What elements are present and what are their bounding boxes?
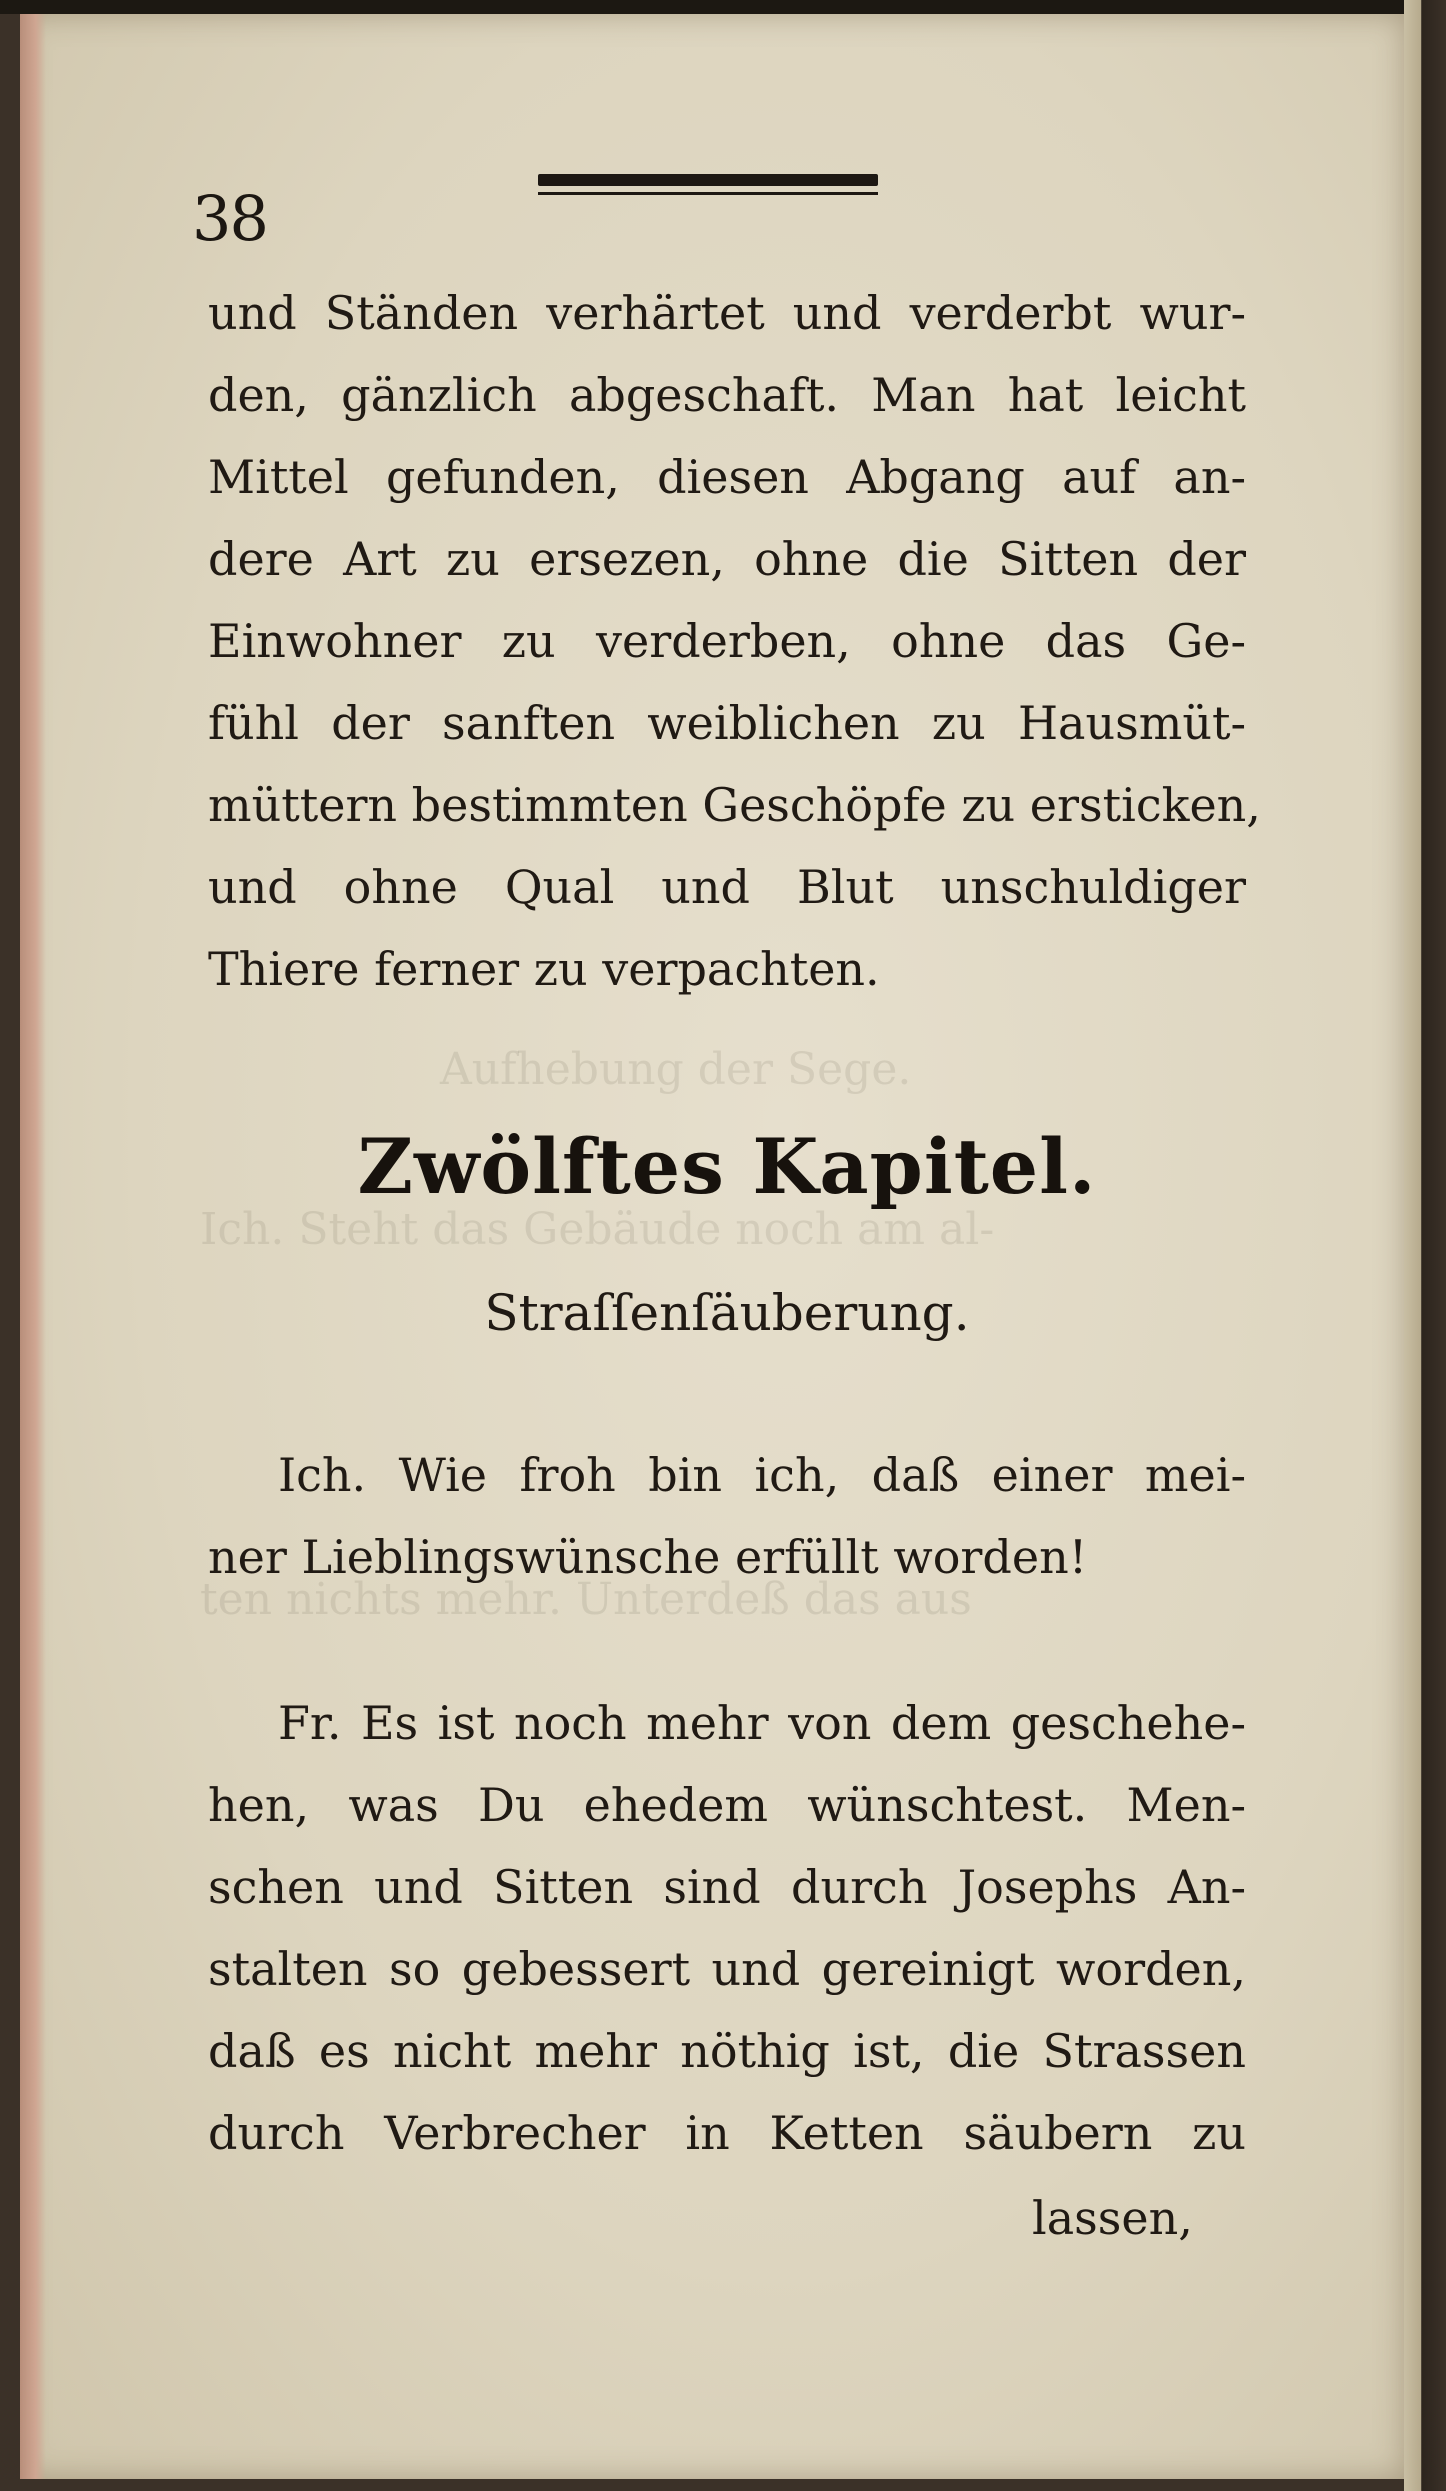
text-line: Fr. Es ist noch mehr von dem geschehe- <box>278 1696 1246 1750</box>
next-page-edge <box>1404 0 1446 2491</box>
paragraph-fr-cont <box>208 1764 1246 2174</box>
text-line: Ich. Wie froh bin ich, daß einer mei- <box>278 1448 1246 1502</box>
catchword: lassen, <box>1032 2191 1193 2245</box>
scan-top-edge <box>0 0 1446 14</box>
text-line: den, gänzlich abgeschaft. Man hat leicht <box>208 368 1246 422</box>
bleed-through-text: Aufhebung der Sege. <box>440 1044 912 1095</box>
text-line: hen, was Du ehedem wünschtest. Men- <box>208 1778 1246 1832</box>
header-rule-thick <box>538 174 878 186</box>
text-line: fühl der sanften weiblichen zu Hausmüt- <box>208 696 1246 750</box>
header-rule <box>538 174 878 195</box>
page-gutter-edge <box>20 14 46 2479</box>
bleed-through-text: ten nichts mehr. Unterdeß das aus <box>200 1574 972 1625</box>
text-line: Einwohner zu verderben, ohne das Ge- <box>208 614 1246 668</box>
text-line: stalten so gebessert und gereinigt worden, <box>208 1942 1246 1996</box>
chapter-title: Zwölftes Kapitel. <box>357 1122 1097 1211</box>
chapter-subtitle: Straſſenſäuberung. <box>484 1284 970 1342</box>
bleed-through-text: Ich. Steht das Gebäude noch am al- <box>200 1204 995 1255</box>
paragraph-ich <box>208 1434 1246 1516</box>
text-line: Mittel gefunden, diesen Abgang auf an- <box>208 450 1246 504</box>
text-line: und Ständen verhärtet und verderbt wur- <box>208 286 1246 340</box>
text-line: dere Art zu ersezen, ohne die Sitten der <box>208 532 1246 586</box>
text-line: daß es nicht mehr nöthig ist, die Strassen <box>208 2024 1246 2078</box>
text-line: Thiere ferner zu verpachten. <box>208 942 880 996</box>
book-page <box>20 14 1405 2479</box>
text-line: schen und Sitten sind durch Josephs An- <box>208 1860 1246 1914</box>
paragraph-ich-cont <box>208 1516 1246 1598</box>
text-line: durch Verbrecher in Ketten säubern zu <box>208 2106 1246 2160</box>
paragraph-fr <box>208 1682 1246 1764</box>
header-rule-thin <box>538 192 878 195</box>
text-line: und ohne Qual und Blut unschuldiger <box>208 860 1246 914</box>
page-number: 38 <box>192 182 267 255</box>
text-line: ner Lieblingswünsche erfüllt worden! <box>208 1530 1088 1584</box>
paragraph-top <box>208 272 1261 1010</box>
text-line: müttern bestimmten Geschöpfe zu ersticken, <box>208 778 1261 832</box>
